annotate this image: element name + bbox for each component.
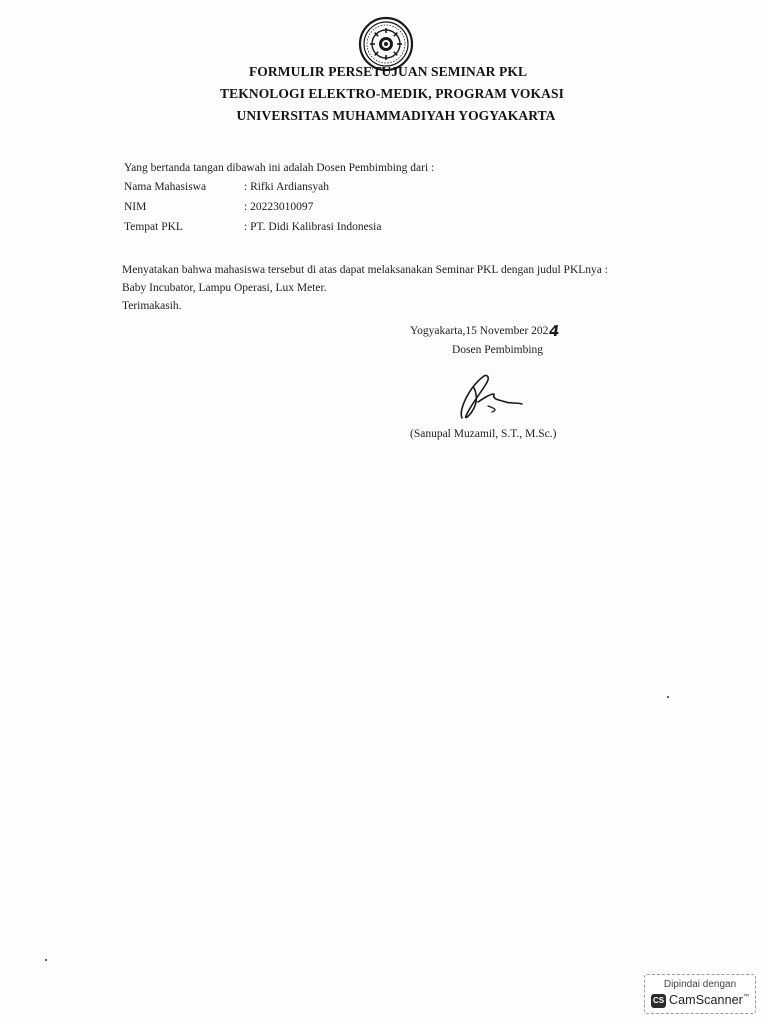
watermark-brand <box>669 993 749 1007</box>
place-date <box>410 322 560 340</box>
form-title: FORMULIR PERSETUJUAN SEMINAR PKL <box>248 64 528 79</box>
handwritten-signature-icon <box>448 372 528 422</box>
watermark-brand-text: CamScanner <box>669 993 743 1007</box>
trademark-symbol: ™ <box>742 994 750 1000</box>
scan-speck <box>45 959 47 961</box>
department-title: TEKNOLOGI ELEKTRO-MEDIK, PROGRAM VOKASI <box>220 86 564 101</box>
scan-speck <box>667 696 669 698</box>
intro-sentence: Yang bertanda tangan dibawah ini adalah Dosen Pembimbing dari : <box>124 162 435 174</box>
camscanner-watermark <box>644 974 756 1014</box>
university-title: UNIVERSITAS MUHAMMADIYAH YOGYAKARTA <box>236 108 556 123</box>
watermark-caption: Dipindai dengan <box>663 979 737 990</box>
camscanner-logo-icon: CS <box>651 994 666 1008</box>
closing-text: Terimakasih. <box>122 300 182 312</box>
handwritten-year-digit: 4 <box>548 322 562 340</box>
student-name-label: Nama Mahasiswa <box>124 181 207 193</box>
internship-place-value: : PT. Didi Kalibrasi Indonesia <box>244 221 382 233</box>
signatory-name: (Sanupal Muzamil, S.T., M.Sc.) <box>410 428 557 440</box>
signer-role: Dosen Pembimbing <box>452 344 544 356</box>
statement-line: Menyatakan bahwa mahasiswa tersebut di atas dapat melaksanakan Seminar PKL dengan judul PKLnya : <box>122 264 608 276</box>
place-date-text: Yogyakarta,15 November 202 <box>410 325 549 337</box>
student-name-value: : Rifki Ardiansyah <box>244 181 329 193</box>
student-id-label: NIM <box>124 201 147 213</box>
internship-place-label: Tempat PKL <box>124 221 183 233</box>
student-id-value: : 20223010097 <box>244 201 314 213</box>
pkl-title: Baby Incubator, Lampu Operasi, Lux Meter. <box>122 282 327 294</box>
